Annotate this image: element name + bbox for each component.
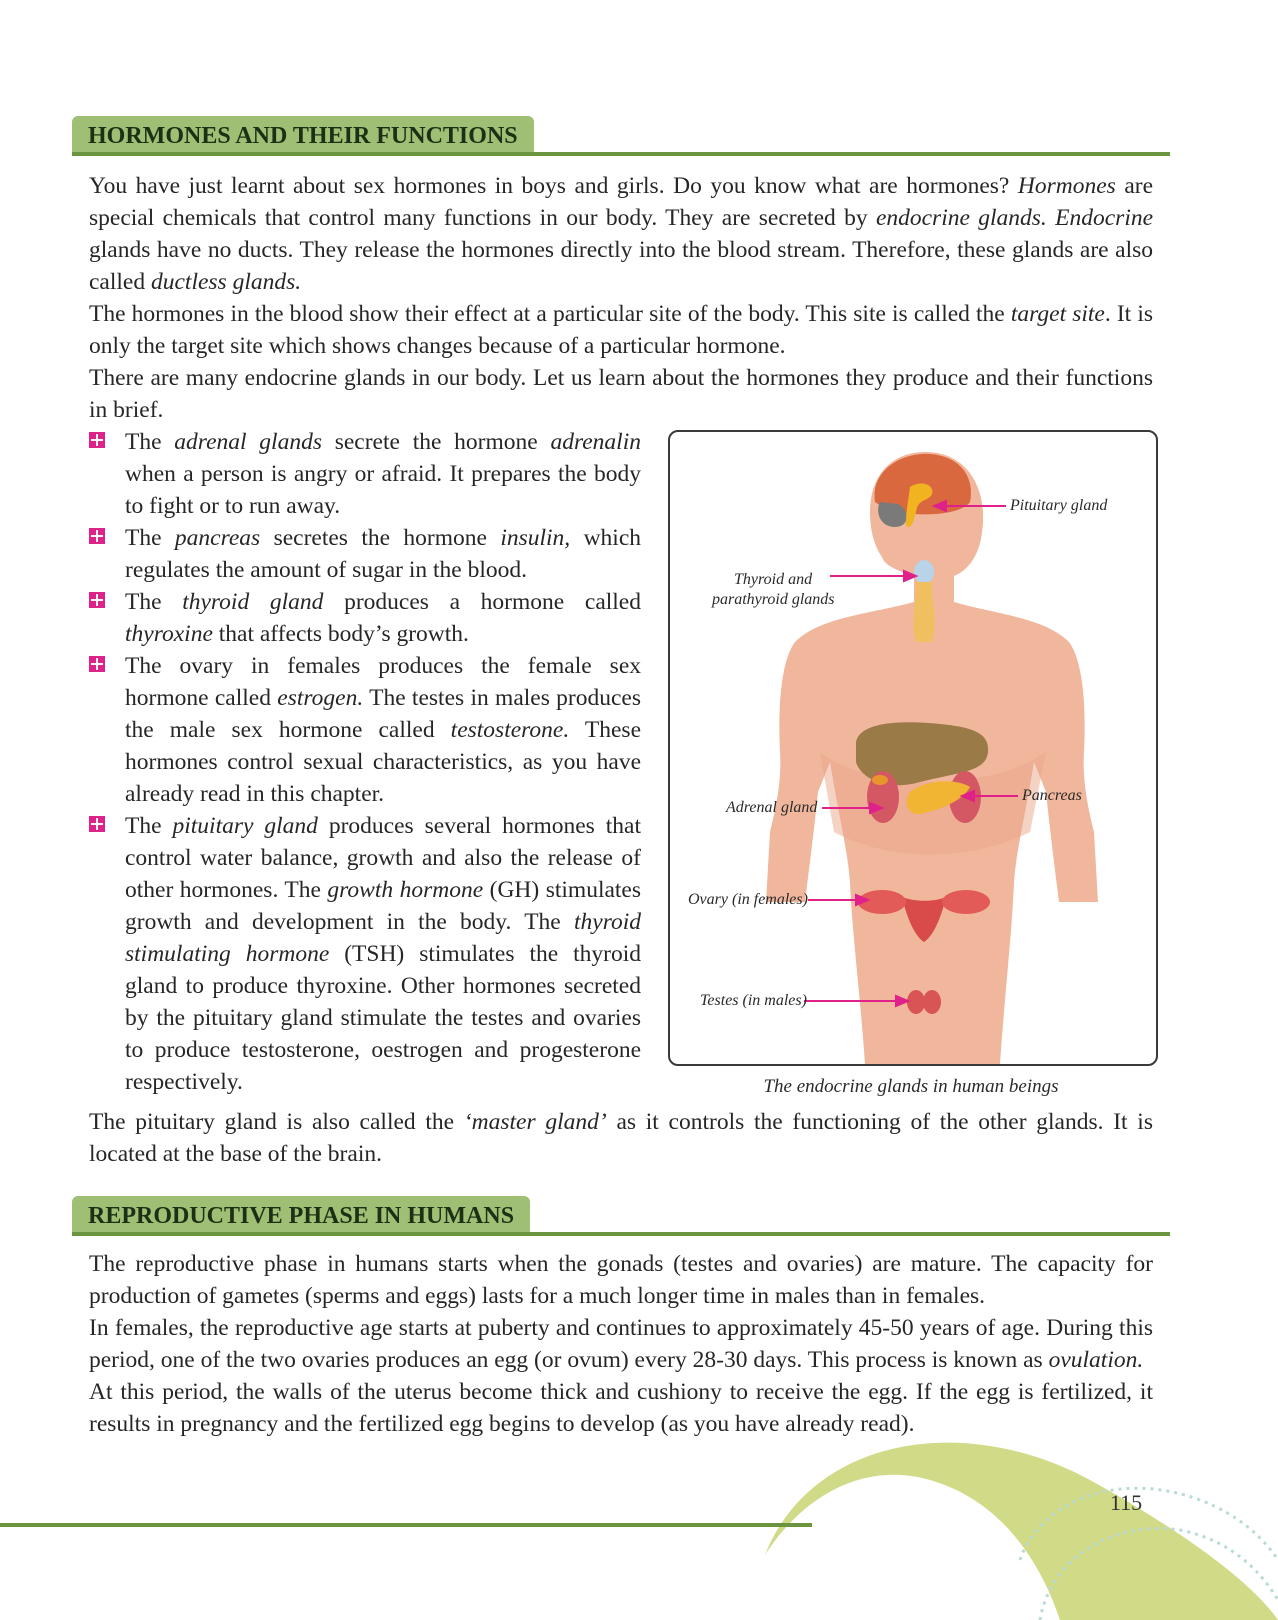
text-run: The testes in males produces the male sex hormone called (125, 685, 641, 743)
bullet-pituitary (89, 810, 641, 1098)
text-run: . It is only the target site which shows changes because of a particular hormone. (89, 301, 1154, 359)
trachea-shape (913, 582, 934, 642)
master-gland-text (89, 1106, 1153, 1170)
paragraph-master-gland (89, 1106, 1153, 1170)
text-run: as it controls the functioning of the other glands. It is located at the base of the brain. (89, 1109, 1153, 1167)
text-run-italic: estrogen. (277, 685, 364, 711)
text-run: produces several hormones that control water balance, growth and also the release of other hormones. The (125, 813, 641, 903)
text-run (1047, 205, 1055, 231)
text-run: that affects body’s growth. (212, 621, 469, 647)
paragraph-ovulation (89, 1312, 1153, 1376)
text-run: (GH) stimulates growth and development in the body. The (125, 877, 642, 935)
right-ovary-shape (942, 890, 990, 914)
reproductive-text (89, 1248, 1153, 1440)
text-run: when a person is angry or afraid. It prepares the body to fight or to run away. (125, 461, 641, 519)
label-pancreas: Pancreas (1022, 787, 1082, 804)
text-run-italic: thyroid gland (182, 589, 324, 615)
text-run: The (125, 525, 175, 551)
page-number: 115 (1110, 1490, 1143, 1515)
bullet-adrenal (89, 426, 641, 522)
text-run: The (125, 813, 173, 839)
text-run: The pituitary gland is also called the (89, 1109, 464, 1135)
paragraph-hormones-definition (89, 170, 1153, 298)
section-heading-reproductive (72, 1196, 1170, 1236)
label-testes: Testes (in males) (700, 992, 807, 1009)
text-run-italic: ductless glands. (150, 269, 302, 295)
figure-caption: The endocrine glands in human beings (763, 1076, 1059, 1097)
text-run: glands have no ducts. They release the hormones directly into the blood stream. Therefore, these glands are also called (89, 237, 1153, 295)
gland-bullet-list (89, 426, 641, 1098)
text-run-italic: testosterone. (450, 717, 570, 743)
text-run: The (125, 429, 175, 455)
text-run-italic: insulin, (500, 525, 571, 551)
label-adrenal: Adrenal gland (726, 799, 818, 816)
text-run-italic: target site (1010, 301, 1105, 327)
text-run-italic: pancreas (174, 525, 261, 551)
text-run: The ovary in females produces the female sex hormone called (125, 653, 641, 711)
text-run: are special chemicals that control many functions in our body. They are secreted by (89, 173, 1154, 231)
footer-rule (0, 1523, 812, 1527)
text-run-italic: Endocrine (1055, 205, 1154, 231)
text-run: These hormones control sexual characteristics, as you have already read in this chapter. (125, 717, 642, 807)
label-pituitary: Pituitary gland (1010, 497, 1108, 514)
paragraph-many-glands: There are many endocrine glands in our body. Let us learn about the hormones they produce and their functions in brief. (89, 365, 1153, 423)
text-run: secretes the hormone (260, 525, 501, 551)
text-run-italic: endocrine glands. (875, 205, 1047, 231)
text-run: The (125, 589, 183, 615)
cross-bullet-icon (89, 432, 105, 448)
text-run: produces a hormone called (323, 589, 641, 615)
text-run: The hormones in the blood show their effect at a particular site of the body. This site is called the (89, 301, 1011, 327)
cross-bullet-icon (89, 816, 105, 832)
text-run-italic: adrenalin (550, 429, 641, 455)
thyroid-shape (914, 560, 934, 584)
text-run-italic: growth hormone (327, 877, 484, 903)
text-run: which regulates the amount of sugar in the blood. (125, 525, 641, 583)
endocrine-figure (668, 430, 1158, 1066)
text-run-italic: Hormones (1017, 173, 1116, 199)
heading-rule (72, 152, 1170, 156)
section-title: HORMONES AND THEIR FUNCTIONS (72, 116, 534, 154)
heading-rule (72, 1232, 1170, 1236)
bullet-thyroid (89, 586, 641, 650)
text-run: (TSH) stimulates the thyroid gland to produce thyroxine. Other hormones secreted by the pituitary gland stimulate the testes and ovaries to produce testosterone, oestrogen and progesterone respectively. (125, 941, 642, 1095)
cross-bullet-icon (89, 656, 105, 672)
bullet-pancreas (89, 522, 641, 586)
paragraph-uterus: At this period, the walls of the uterus become thick and cushiony to receive the egg. If the egg is fertilized, it results in pregnancy and the fertilized egg begins to develop (as you have already read). (89, 1379, 1153, 1437)
label-thyroid-line1: Thyroid and (734, 571, 813, 588)
label-thyroid-line2: parathyroid glands (712, 591, 835, 608)
adrenal-shape (872, 775, 888, 785)
text-run-italic: adrenal glands (174, 429, 322, 455)
section-heading-hormones (72, 116, 1170, 156)
bullet-ovary-testes (89, 650, 641, 810)
intro-text (89, 170, 1153, 426)
text-run-italic: ovulation. (1048, 1347, 1144, 1373)
text-run-italic: ‘master gland’ (463, 1109, 607, 1135)
cross-bullet-icon (89, 528, 105, 544)
text-run: You have just learnt about sex hormones in boys and girls. Do you know what are hormones? (89, 173, 1018, 199)
text-run-italic: pituitary gland (172, 813, 318, 839)
text-run: secrete the hormone (321, 429, 551, 455)
cross-bullet-icon (89, 592, 105, 608)
text-run-italic: thyroid stimulating hormone (125, 909, 641, 967)
text-run: In females, the reproductive age starts at puberty and continues to approximately 45-50 years of age. During this period, one of the two ovaries produces an egg (or ovum) every 28-30 days. This process is known as (89, 1315, 1153, 1373)
body-illustration (670, 432, 1156, 1064)
left-testis-shape (907, 990, 925, 1014)
paragraph-target-site (89, 298, 1153, 362)
section-title: REPRODUCTIVE PHASE IN HUMANS (72, 1196, 530, 1234)
label-ovary: Ovary (in females) (688, 891, 808, 908)
text-run-italic: thyroxine (125, 621, 213, 647)
right-testis-shape (923, 990, 941, 1014)
corner-arc-shape (765, 1443, 1278, 1620)
paragraph-reproductive-phase: The reproductive phase in humans starts when the gonads (testes and ovaries) are mature. The capacity for production of gametes (sperms and eggs) lasts for a much longer time in males than in females. (89, 1251, 1153, 1309)
